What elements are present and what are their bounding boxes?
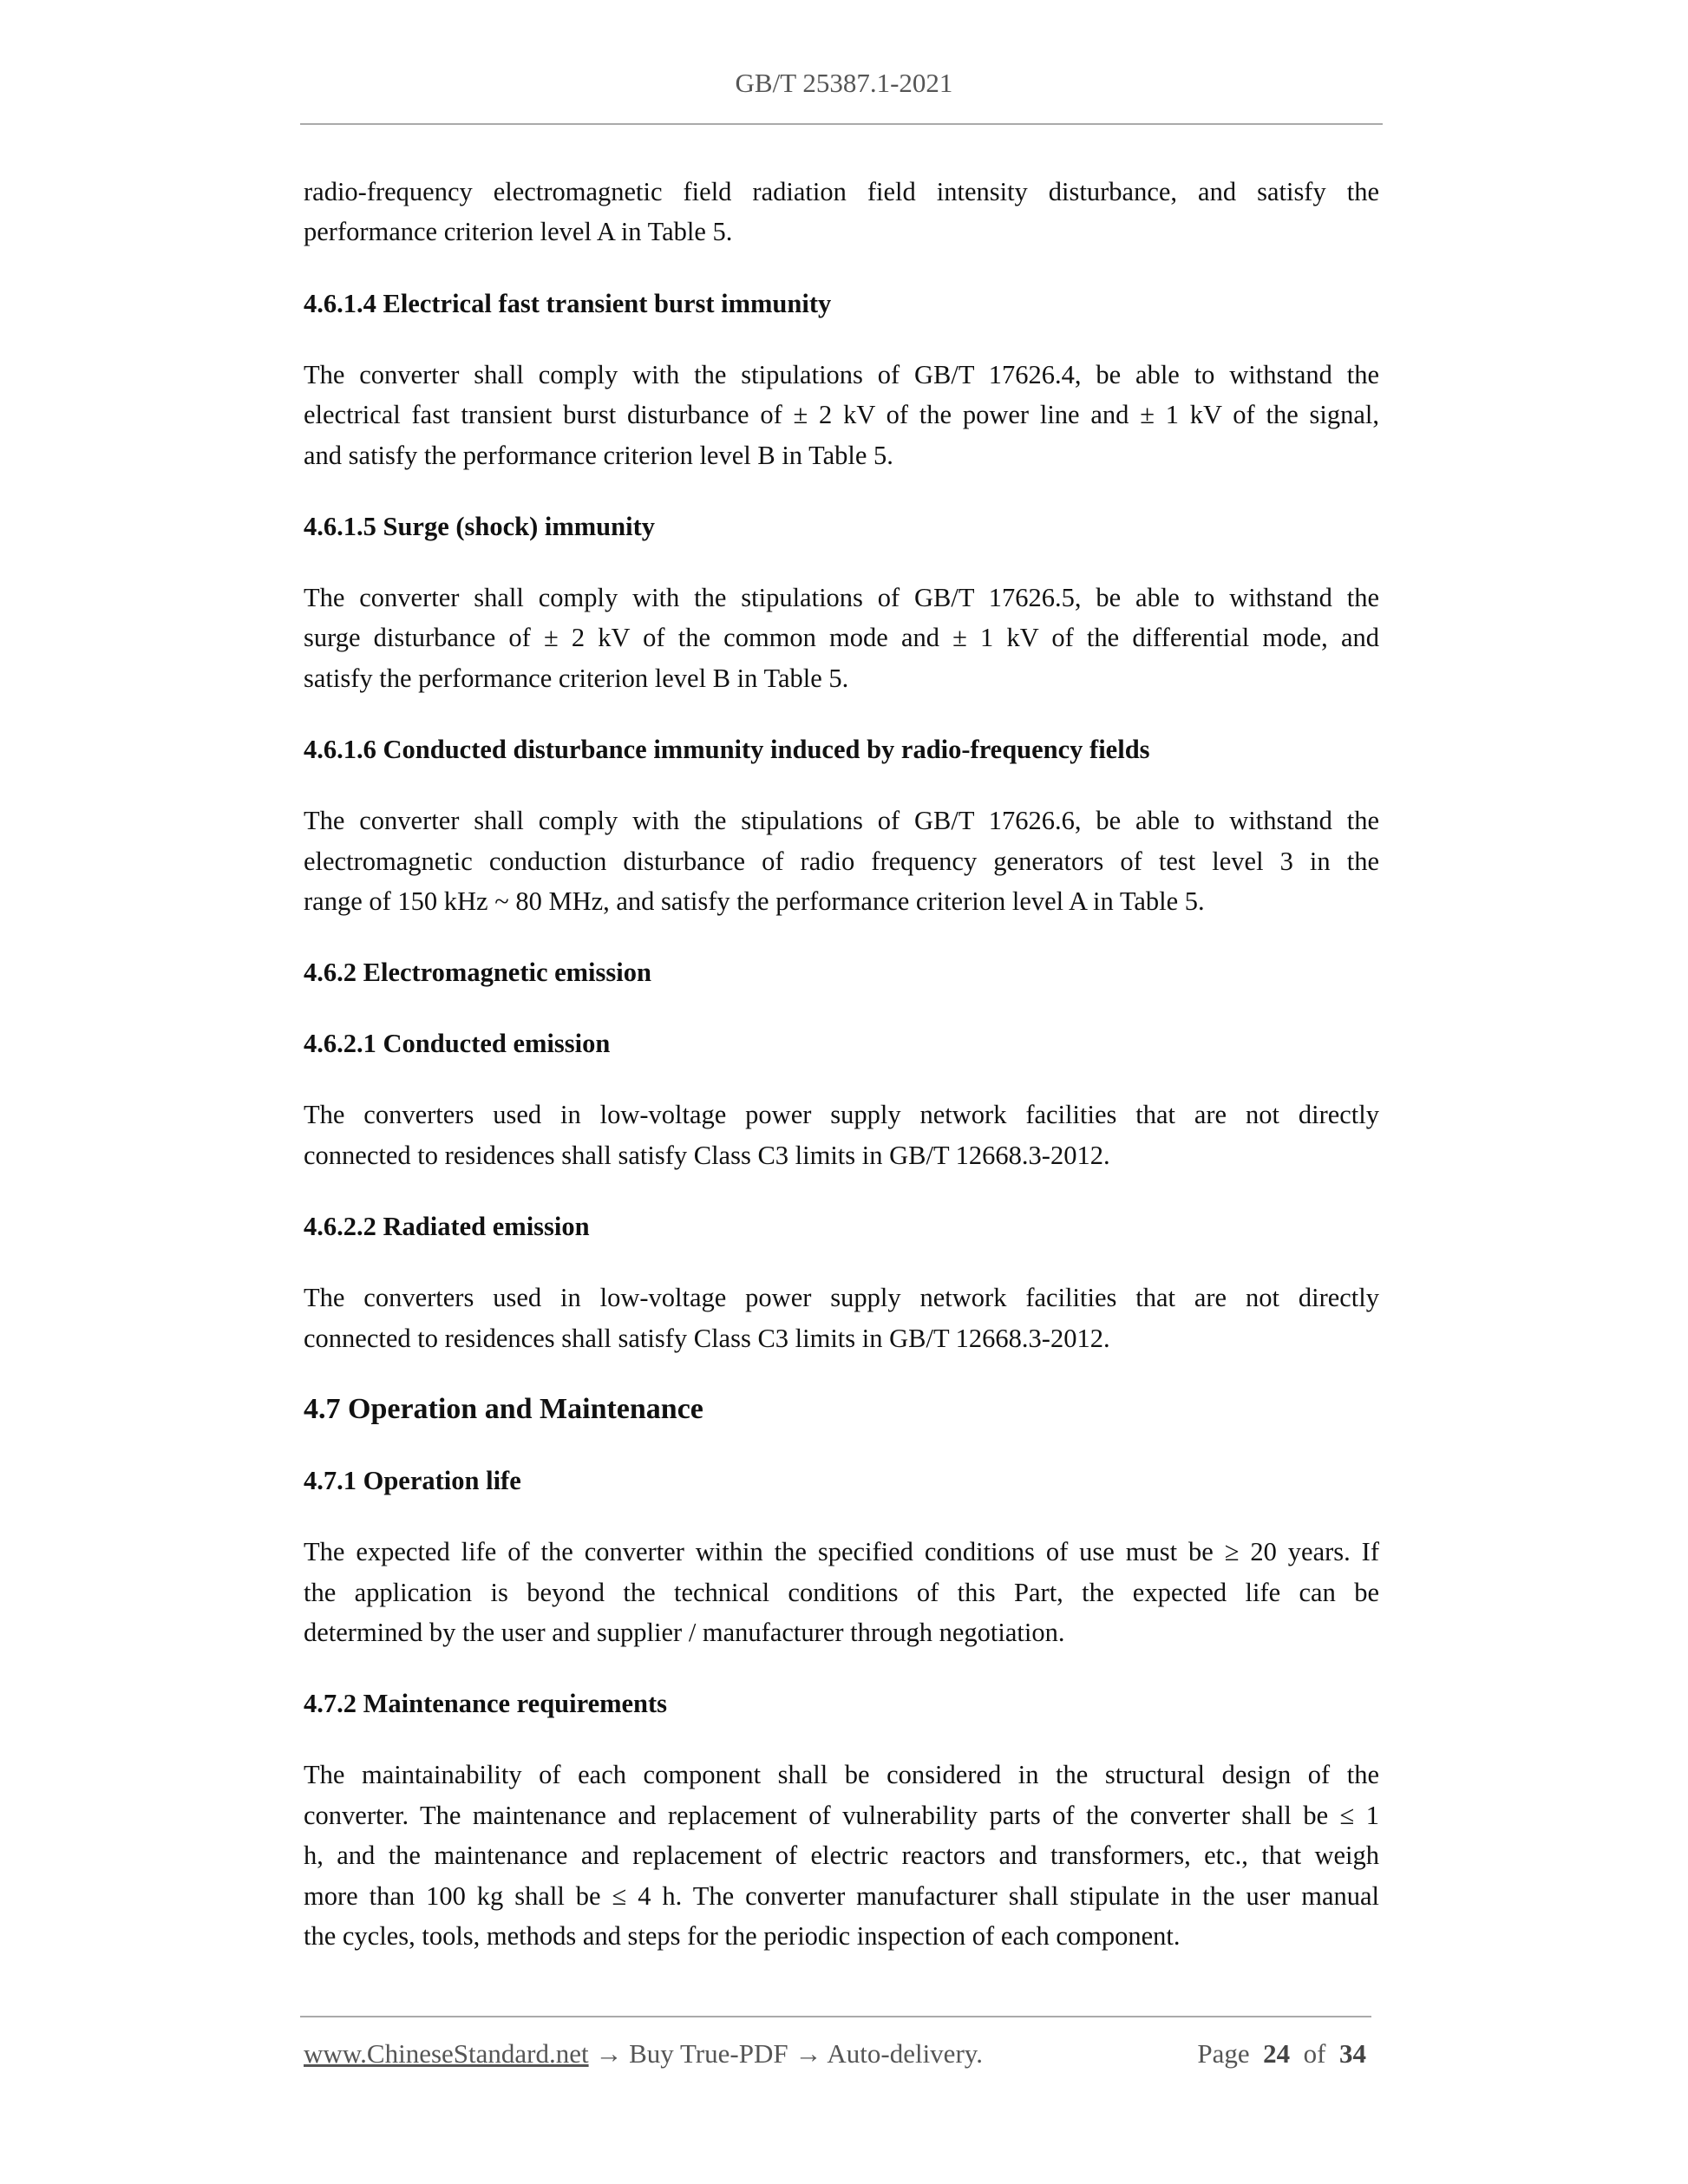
paragraph-line: more than 100 kg shall be ≤ 4 h. The converter manufacturer shall stipulate in the user manual <box>304 1880 1379 1911</box>
paragraph-line: determined by the user and supplier / manufacturer through negotiation. <box>304 1617 1065 1647</box>
paragraph-line: h, and the maintenance and replacement of electric reactors and transformers, etc., that weigh <box>304 1841 1379 1871</box>
paragraph <box>304 801 1379 921</box>
paragraph-line: surge disturbance of ± 2 kV of the common mode and ± 1 kV of the differential mode, and <box>304 623 1379 653</box>
subsection-heading: 4.6.2 Electromagnetic emission <box>304 958 651 988</box>
current-page: 24 <box>1263 2038 1291 2069</box>
subsection-heading: 4.6.1.6 Conducted disturbance immunity induced by radio-frequency fields <box>304 735 1150 765</box>
paragraph <box>304 1532 1379 1652</box>
section-heading: 4.7 Operation and Maintenance <box>304 1393 703 1426</box>
paragraph-line: The expected life of the converter within the specified conditions of use must be ≥ 20 years. If <box>304 1537 1379 1567</box>
paragraph <box>304 1755 1379 1956</box>
total-pages: 34 <box>1339 2038 1366 2069</box>
subsection-heading: 4.6.2.2 Radiated emission <box>304 1212 590 1242</box>
page-body <box>304 172 1379 1987</box>
subsection-heading: 4.7.1 Operation life <box>304 1466 521 1496</box>
paragraph-line: the application is beyond the technical conditions of this Part, the expected life can be <box>304 1577 1379 1607</box>
footer-promo <box>304 2038 983 2070</box>
paragraph <box>304 1278 1379 1358</box>
subsection-heading: 4.7.2 Maintenance requirements <box>304 1689 668 1719</box>
paragraph-line: satisfy the performance criterion level B in Table 5. <box>304 663 849 693</box>
paragraph-line: and satisfy the performance criterion level B in Table 5. <box>304 440 893 470</box>
paragraph-line: The converters used in low-voltage power supply network facilities that are not directly <box>304 1283 1379 1313</box>
paragraph-line: The converters used in low-voltage power supply network facilities that are not directly <box>304 1100 1379 1130</box>
paragraph-line: converter. The maintenance and replacement of vulnerability parts of the converter shall be ≤ 1 <box>304 1800 1379 1830</box>
paragraph <box>304 355 1379 475</box>
paragraph-line: connected to residences shall satisfy Class C3 limits in GB/T 12668.3-2012. <box>304 1323 1110 1353</box>
paragraph-line: radio-frequency electromagnetic field radiation field intensity disturbance, and satisfy the <box>304 177 1379 206</box>
paragraph-line: range of 150 kHz ~ 80 MHz, and satisfy the performance criterion level A in Table 5. <box>304 886 1205 917</box>
paragraph-line: The converter shall comply with the stipulations of GB/T 17626.6, be able to withstand the <box>304 806 1379 836</box>
website-link[interactable]: www.ChineseStandard.net <box>304 2038 589 2069</box>
footer-divider <box>300 2016 1371 2017</box>
subsection-heading: 4.6.1.5 Surge (shock) immunity <box>304 512 655 542</box>
paragraph <box>304 578 1379 698</box>
footer-promo-text: → Buy True-PDF → Auto-delivery. <box>588 2038 983 2069</box>
paragraph <box>304 172 1379 252</box>
paragraph-line: The converter shall comply with the stipulations of GB/T 17626.4, be able to withstand the <box>304 359 1379 389</box>
page-number <box>1197 2038 1366 2070</box>
paragraph-line: performance criterion level A in Table 5. <box>304 217 733 247</box>
paragraph-line: The maintainability of each component shall be considered in the structural design of the <box>304 1760 1379 1790</box>
header-divider <box>300 123 1383 125</box>
paragraph-line: electromagnetic conduction disturbance of radio frequency generators of test level 3 in the <box>304 846 1379 876</box>
page-footer <box>304 2038 1366 2070</box>
paragraph-line: connected to residences shall satisfy Class C3 limits in GB/T 12668.3-2012. <box>304 1140 1110 1170</box>
paragraph-line: The converter shall comply with the stipulations of GB/T 17626.5, be able to withstand the <box>304 583 1379 613</box>
document-header: GB/T 25387.1-2021 <box>735 68 953 98</box>
paragraph <box>304 1095 1379 1175</box>
paragraph-line: the cycles, tools, methods and steps for the periodic inspection of each component. <box>304 1920 1181 1951</box>
of-label: of <box>1303 2038 1326 2069</box>
subsection-heading: 4.6.1.4 Electrical fast transient burst immunity <box>304 288 832 318</box>
paragraph-line: electrical fast transient burst disturbance of ± 2 kV of the power line and ± 1 kV of the signal, <box>304 400 1379 430</box>
page-label: Page <box>1197 2038 1250 2069</box>
subsection-heading: 4.6.2.1 Conducted emission <box>304 1029 611 1059</box>
